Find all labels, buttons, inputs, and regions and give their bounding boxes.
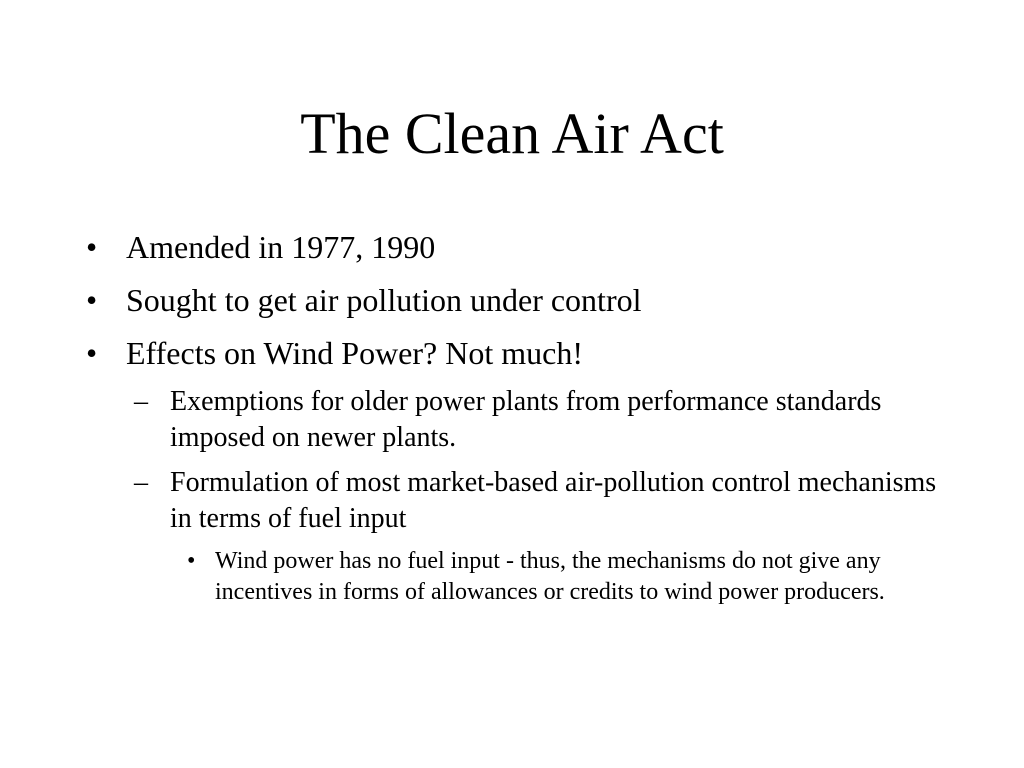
sub-bullet-marker: – (134, 386, 148, 417)
sub-bullet-text: Exemptions for older power plants from performance standards imposed on newer plants. (170, 386, 882, 453)
sub-sub-bullet-text: Wind power has no fuel input - thus, the mechanisms do not give any incentives in forms of allowances or credits to wind power producers. (215, 548, 885, 605)
bullet-marker: • (86, 282, 98, 318)
bullet-text: Effects on Wind Power? Not much! (126, 335, 583, 371)
bullet-marker: • (86, 229, 98, 265)
bullet-marker: • (86, 335, 98, 371)
bullet-text: Amended in 1977, 1990 (126, 229, 436, 265)
sub-bullet-text: Formulation of most market-based air-pollution control mechanisms in terms of fuel input (170, 467, 937, 534)
slide-title: The Clean Air Act (300, 101, 724, 166)
sub-bullet-marker: – (134, 467, 148, 498)
bullet-text: Sought to get air pollution under control (126, 282, 642, 318)
sub-sub-bullet-marker: • (187, 548, 196, 574)
